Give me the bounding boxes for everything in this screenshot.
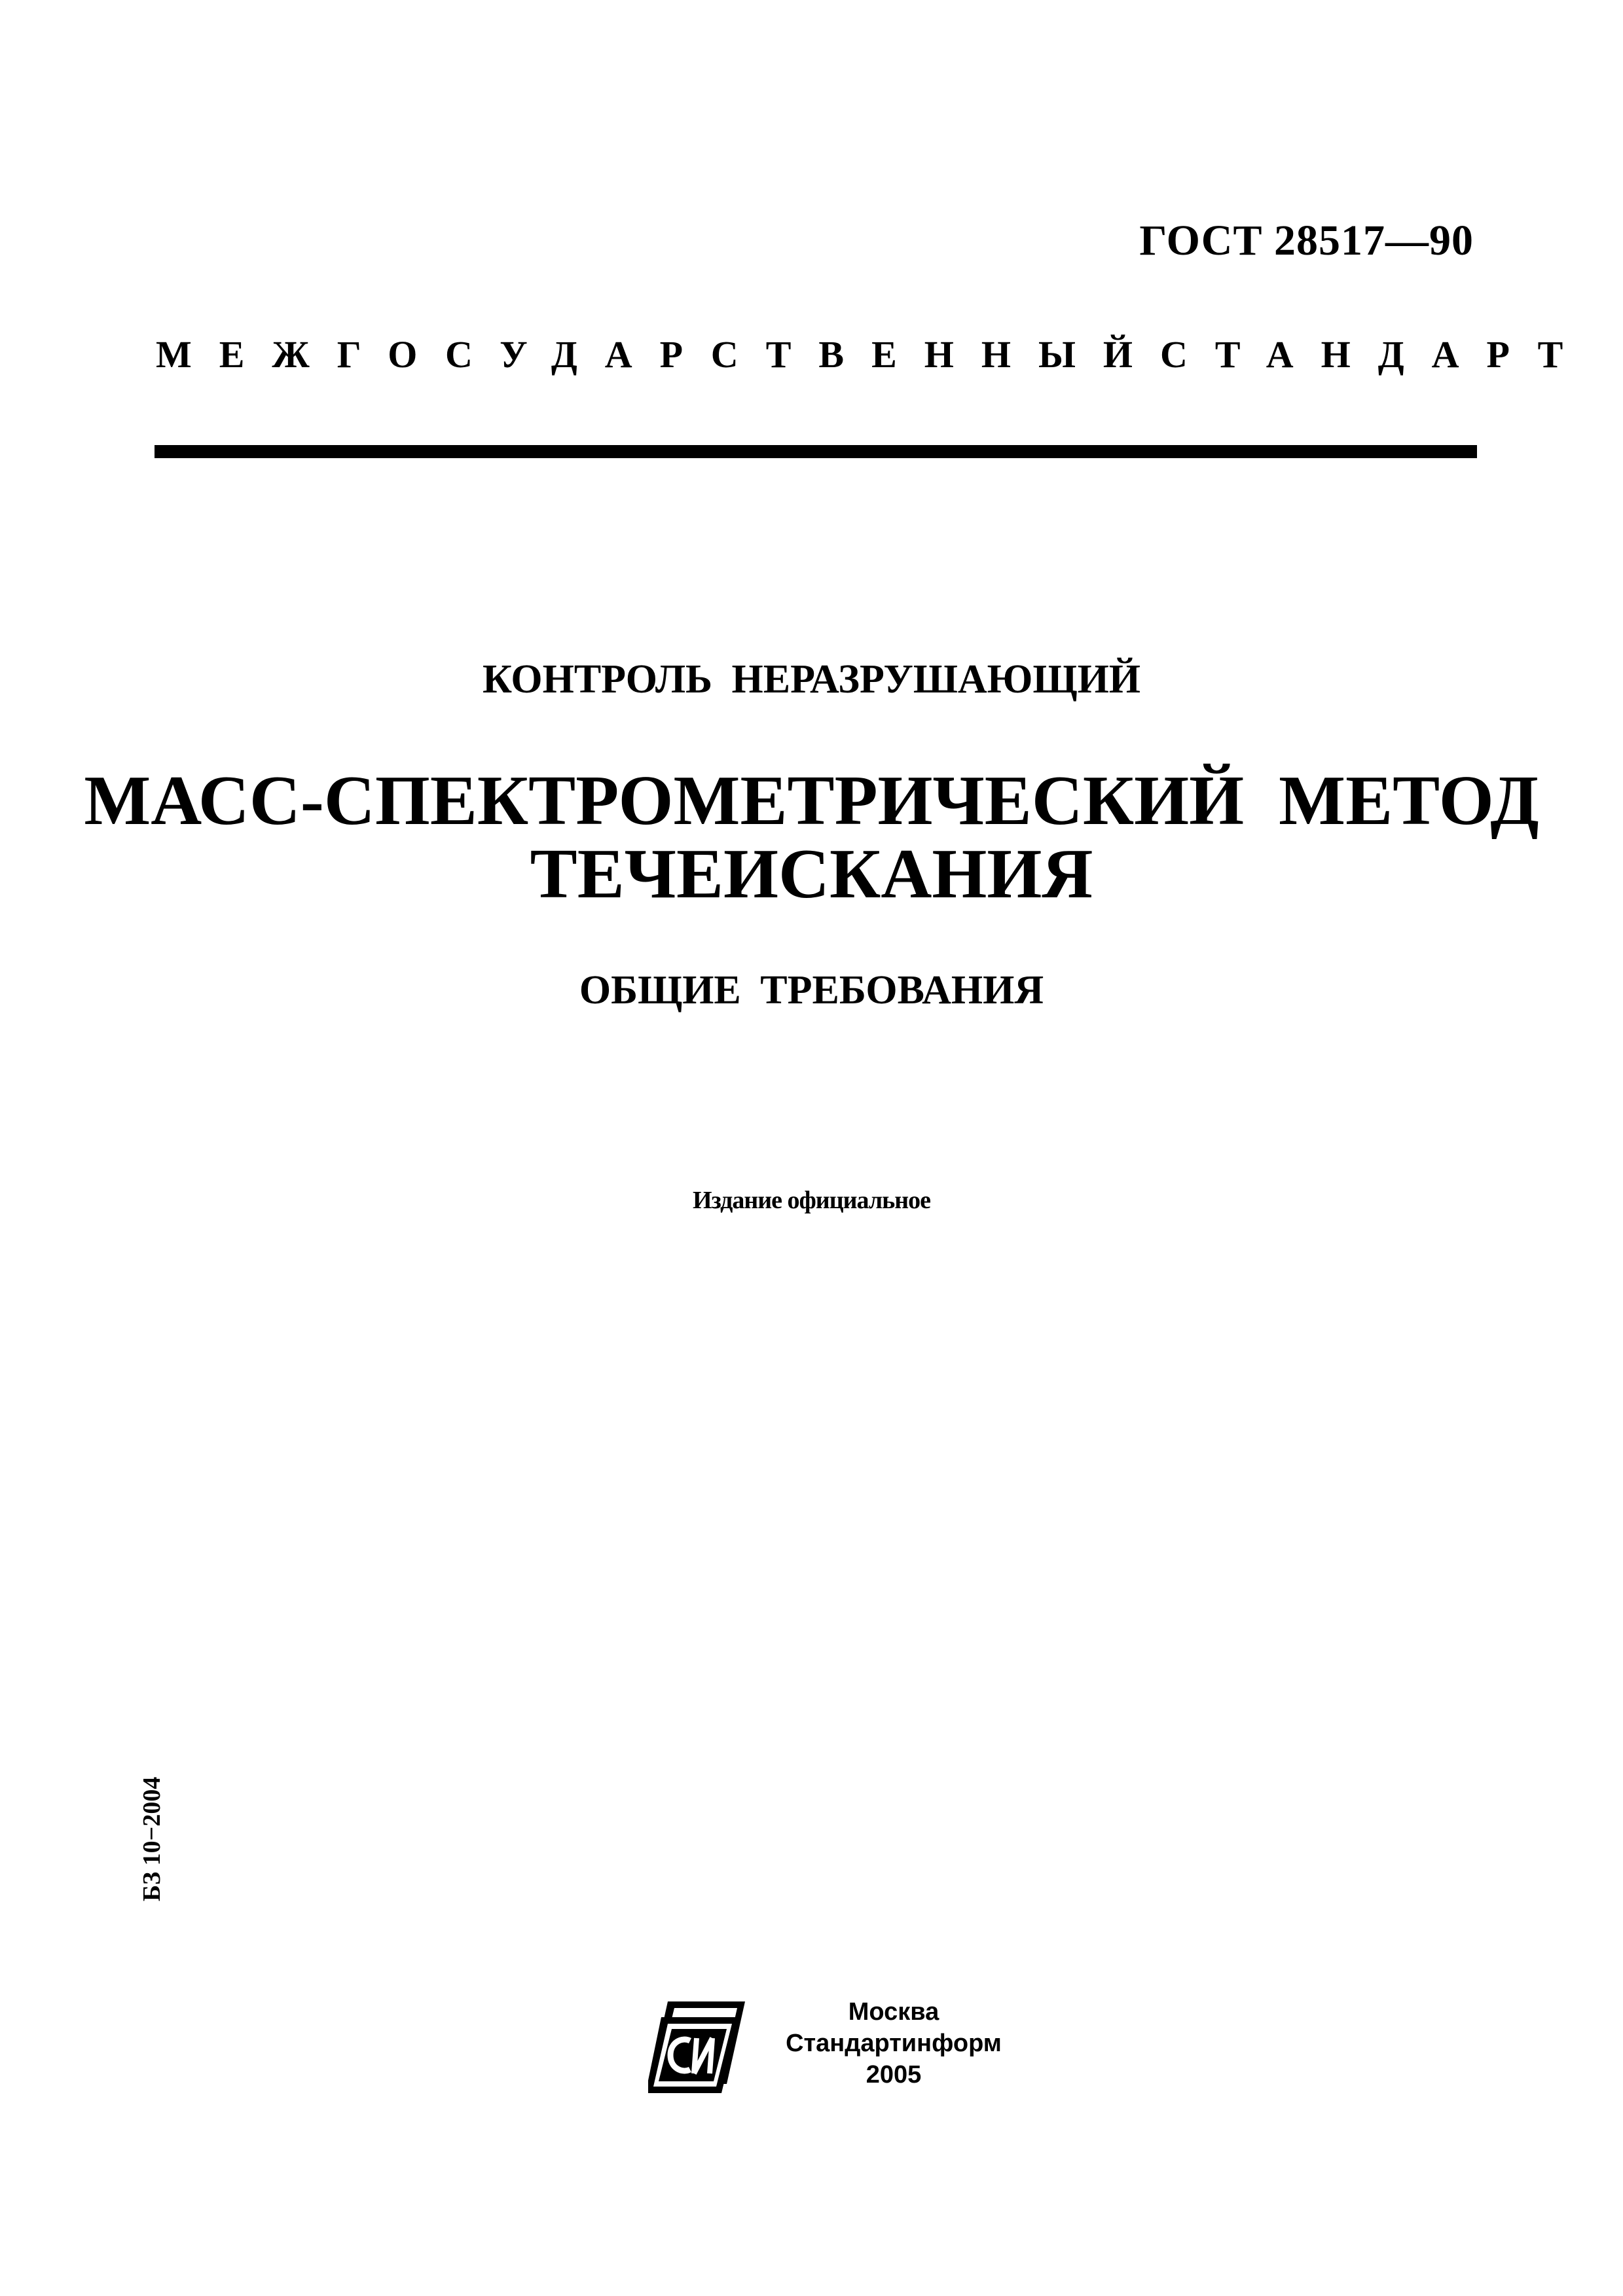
- edition-note: Издание официальное: [692, 1187, 930, 1214]
- publisher-imprint: [766, 1996, 1021, 2090]
- main-title: [0, 764, 1623, 911]
- bz-code: БЗ 10−2004: [138, 1776, 166, 1901]
- gost-code: ГОСТ 28517—90: [1139, 217, 1474, 264]
- publication-year: 2005: [866, 2061, 922, 2089]
- title-category: КОНТРОЛЬ НЕРАЗРУШАЮЩИЙ: [482, 657, 1141, 702]
- standard-type-word-2: СТАНДАРТ: [1160, 333, 1591, 376]
- main-title-line-1: МАСС-СПЕКТРОМЕТРИЧЕСКИЙ МЕТОД: [84, 762, 1539, 840]
- standard-type-word-1: МЕЖГОСУДАРСТВЕННЫЙ: [156, 333, 1161, 376]
- publisher-name: Стандартинформ: [786, 2030, 1002, 2057]
- standard-type: [156, 332, 1591, 376]
- standartinform-logo-icon: [648, 1998, 746, 2093]
- main-title-line-2: ТЕЧЕИСКАНИЯ: [530, 835, 1093, 913]
- header-divider: [155, 445, 1477, 458]
- subtitle: ОБЩИЕ ТРЕБОВАНИЯ: [579, 968, 1044, 1013]
- publisher-city: Москва: [848, 1998, 939, 2026]
